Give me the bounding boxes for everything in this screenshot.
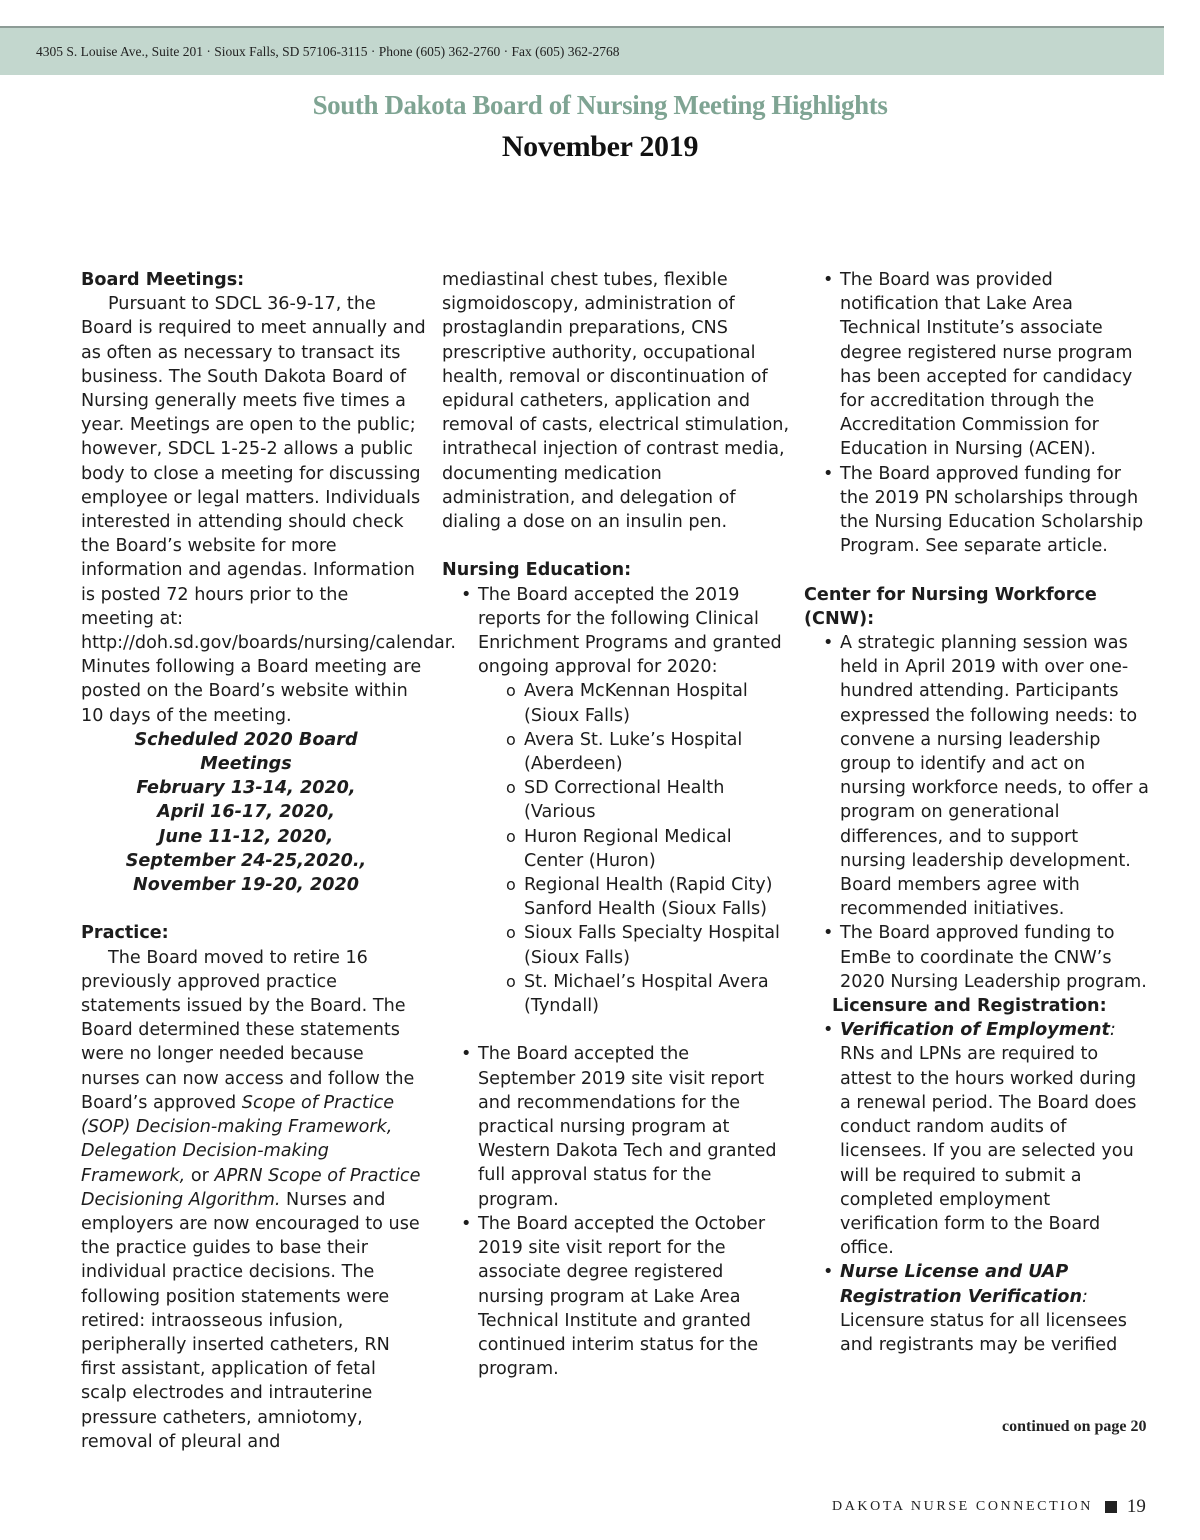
program-item: o SD Correctional Health (Various (442, 776, 790, 824)
board-meetings-body: Pursuant to SDCL 36-9-17, the Board is required to meet annually and as often as necessary to transact its business. The South Dakota Board of Nursing generally meets five times a year. Meetings are open to the public; however, SDCL 1-25-2 allows a public body to close a meeting for discussing employee or legal matters. Individuals interested in attending should check the Board’s website for more information and agendas. Information is posted 72 hours prior to the meeting at: http://doh.sd.gov/boards/nursing/calendar. Minutes following a Board meeting are posted on the Board’s website within 10 days of the meeting. (81, 294, 456, 726)
address-text: 4305 S. Louise Ave., Suite 201 · Sioux Falls, SD 57106-3115 · Phone (605) 362-2760 · Fax (605) 362-2768 (36, 44, 620, 59)
section-heading-nursing-education: Nursing Education: (442, 560, 632, 581)
license-verification-label: Nurse License and UAP Registration Verification (840, 1262, 1083, 1307)
cnw-bullets (804, 631, 1149, 994)
list-item (804, 1260, 1149, 1357)
license-verification-text: Licensure status for all licensees and registrants may be verified (840, 1310, 1127, 1355)
page-title: South Dakota Board of Nursing Meeting Highlights (312, 90, 888, 120)
schedule-date: February 13-14, 2020, (136, 778, 356, 799)
program-item: o St. Michael’s Hospital Avera (Tyndall) (442, 970, 790, 1018)
label-colon: : (1109, 1020, 1116, 1041)
schedule-date: September 24-25,2020., (125, 850, 367, 871)
program-item: o Avera McKennan Hospital (Sioux Falls) (442, 679, 790, 727)
schedule-date: April 16-17, 2020, (157, 802, 335, 823)
practice-body (81, 946, 426, 1454)
list-item: • The Board was provided notification that Lake Area Technical Institute’s associate degree registered nurse program has been accepted for candidacy for accreditation through the Accreditation Commission for Education in Nursing (ACEN). (804, 268, 1149, 462)
list-item: • The Board accepted the October 2019 site visit report for the associate degree registered nursing program at Lake Area Technical Institute and granted continued interim status for the program. (442, 1212, 790, 1381)
square-separator-icon (1105, 1501, 1117, 1513)
schedule-date: November 19-20, 2020 (133, 875, 359, 896)
schedule-date: June 11-12, 2020, (158, 826, 334, 847)
section-heading-board-meetings: Board Meetings: (81, 270, 245, 290)
list-item (442, 583, 790, 680)
program-item: o Sioux Falls Specialty Hospital (Sioux Falls) (442, 921, 790, 969)
label-colon: : (1082, 1286, 1088, 1307)
verification-of-employment-text: RNs and LPNs are required to attest to the hours worked during a renewal period. The Board does conduct random audits of licensees. If you are selected you will be required to submit a completed employment verification form to the Board office. (840, 1044, 1137, 1259)
magazine-name: DAKOTA NURSE CONNECTION (832, 1499, 1093, 1514)
education-bullets (442, 583, 790, 680)
clinical-programs-list (442, 679, 790, 1018)
section-heading-practice: Practice: (81, 923, 169, 944)
list-item (804, 1018, 1149, 1260)
practice-text: The Board moved to retire 16 previously approved practice statements issued by the Board. The Board determined these statements were no longer needed because nurses can now access and follow the Board’s approved (81, 947, 415, 1113)
practice-body-continued: mediastinal chest tubes, flexible sigmoidoscopy, administration of prostaglandin preparations, CNS prescriptive authority, occupational health, removal or discontinuation of epidural catheters, application and removal of casts, electrical stimulation, intrathecal injection of contrast media, documenting medication administration, and delegation of dialing a dose on an insulin pen. (442, 270, 790, 533)
list-item: • A strategic planning session was held in April 2019 with over one-hundred attending. Participants expressed the following needs: to convene a nursing leadership group to identify and act on nursing workforce needs, to offer a program on generational differences, and to support nursing leadership development. Board members agree with recommended initiatives. (804, 631, 1149, 921)
meeting-schedule (96, 728, 396, 897)
column-3 (804, 268, 1149, 1357)
page-subtitle: November 2019 (501, 130, 699, 163)
practice-text: Nurses and employers are now encouraged to use the practice guides to base their individual practice decisions. The following position statements were retired: intraosseous infusion, peripherally inserted catheters, RN first assistant, application of fetal scalp electrodes and intrauterine pressure catheters, amniotomy, removal of pleural and (81, 1189, 420, 1452)
licensure-bullets (804, 1018, 1149, 1357)
aprn-algorithm-title: APRN Scope of Practice Decisioning Algorithm. (81, 1165, 421, 1210)
education-bullets-continued (804, 268, 1149, 558)
list-item: • The Board approved funding to EmBe to coordinate the CNW’s 2020 Nursing Leadership program. (804, 921, 1149, 994)
list-item: • The Board approved funding for the 2019 PN scholarships through the Nursing Education Scholarship Program. See separate article. (804, 462, 1149, 559)
column-2 (442, 268, 790, 1381)
program-item: o Avera St. Luke’s Hospital (Aberdeen) (442, 728, 790, 776)
practice-text: or (185, 1165, 215, 1186)
program-item: o Huron Regional Medical Center (Huron) (442, 825, 790, 873)
address-bar (0, 26, 1164, 75)
schedule-heading: Scheduled 2020 Board Meetings (134, 729, 358, 775)
list-item-text: The Board accepted the 2019 reports for the following Clinical Enrichment Programs and granted ongoing approval for 2020: (478, 584, 782, 678)
program-item: o Regional Health (Rapid City) Sanford Health (Sioux Falls) (442, 873, 790, 921)
verification-of-employment-label: Verification of Employment (840, 1020, 1110, 1041)
page-footer (832, 1496, 1146, 1518)
education-bullets-2 (442, 1042, 790, 1381)
section-heading-licensure: Licensure and Registration: (832, 996, 1107, 1017)
sop-framework-title: Scope of Practice (SOP) Decision-making Framework, Delegation Decision-making Framework, (81, 1092, 395, 1186)
section-heading-cnw: Center for Nursing Workforce (CNW): (804, 584, 1097, 629)
list-item: • The Board accepted the September 2019 site visit report and recommendations for the practical nursing program at Western Dakota Tech and granted full approval status for the program. (442, 1042, 790, 1211)
continued-note: continued on page 20 (1002, 1418, 1147, 1435)
page-number: 19 (1126, 1496, 1146, 1517)
column-1 (81, 268, 456, 1454)
